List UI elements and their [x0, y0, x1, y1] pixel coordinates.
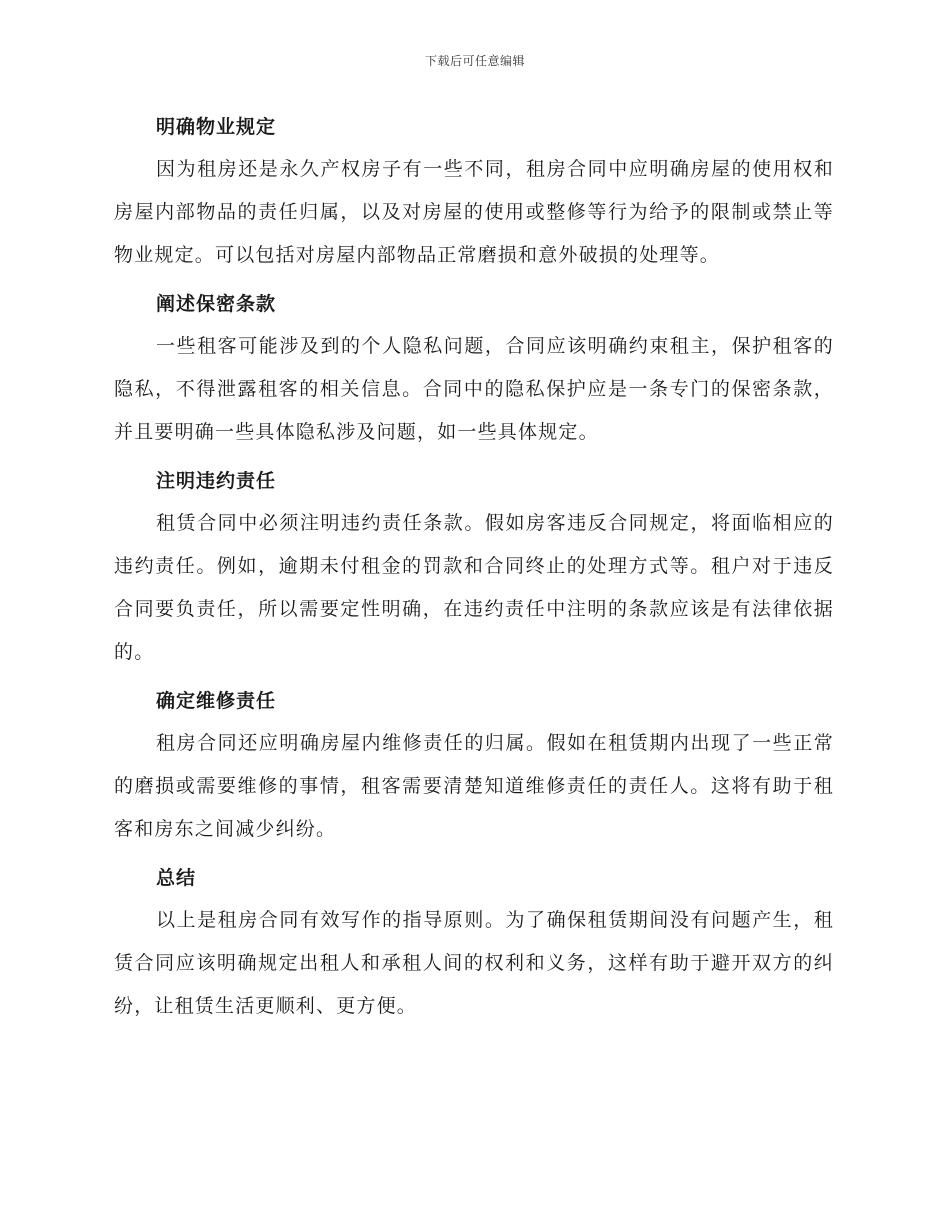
- section-heading: 总结: [156, 867, 197, 889]
- section-confidentiality: [114, 283, 834, 454]
- section-heading: 确定维修责任: [156, 690, 277, 712]
- page-header: 下载后可任意编辑: [424, 54, 525, 68]
- section-paragraph: 租赁合同中必须注明违约责任条款。假如房客违反合同规定，将面临相应的违约责任。例如，逾期未付租金的罚款和合同终止的处理方式等。租户对于违反合同要负责任，所以需要定性明确，在违约责任中注明的条款应该是有法律依据的。: [114, 512, 834, 663]
- section-paragraph: 租房合同还应明确房屋内维修责任的归属。假如在租赁期内出现了一些正常的磨损或需要维修的事情，租客需要清楚知道维修责任的责任人。这将有助于租客和房东之间减少纠纷。: [114, 732, 834, 840]
- section-paragraph: 以上是租房合同有效写作的指导原则。为了确保租赁期间没有问题产生，租赁合同应该明确规定出租人和承租人间的权利和义务，这样有助于避开双方的纠纷，让租赁生活更顺利、更方便。: [114, 909, 834, 1017]
- section-breach-liability: [114, 460, 834, 674]
- section-summary: [114, 857, 834, 1028]
- section-paragraph: 一些租客可能涉及到的个人隐私问题，合同应该明确约束租主，保护租客的隐私，不得泄露租客的相关信息。合同中的隐私保护应是一条专门的保密条款，并且要明确一些具体隐私涉及问题，如一些具体规定。: [114, 335, 834, 443]
- section-paragraph: 因为租房还是永久产权房子有一些不同，租房合同中应明确房屋的使用权和房屋内部物品的责任归属，以及对房屋的使用或整修等行为给予的限制或禁止等物业规定。可以包括对房屋内部物品正常磨损和意外破损的处理等。: [114, 158, 834, 266]
- section-heading: 阐述保密条款: [156, 293, 277, 315]
- section-heading: 注明违约责任: [156, 470, 277, 492]
- document-body: [114, 106, 834, 1034]
- section-property-rules: [114, 106, 834, 277]
- section-heading: 明确物业规定: [156, 116, 277, 138]
- section-repair-responsibility: [114, 680, 834, 851]
